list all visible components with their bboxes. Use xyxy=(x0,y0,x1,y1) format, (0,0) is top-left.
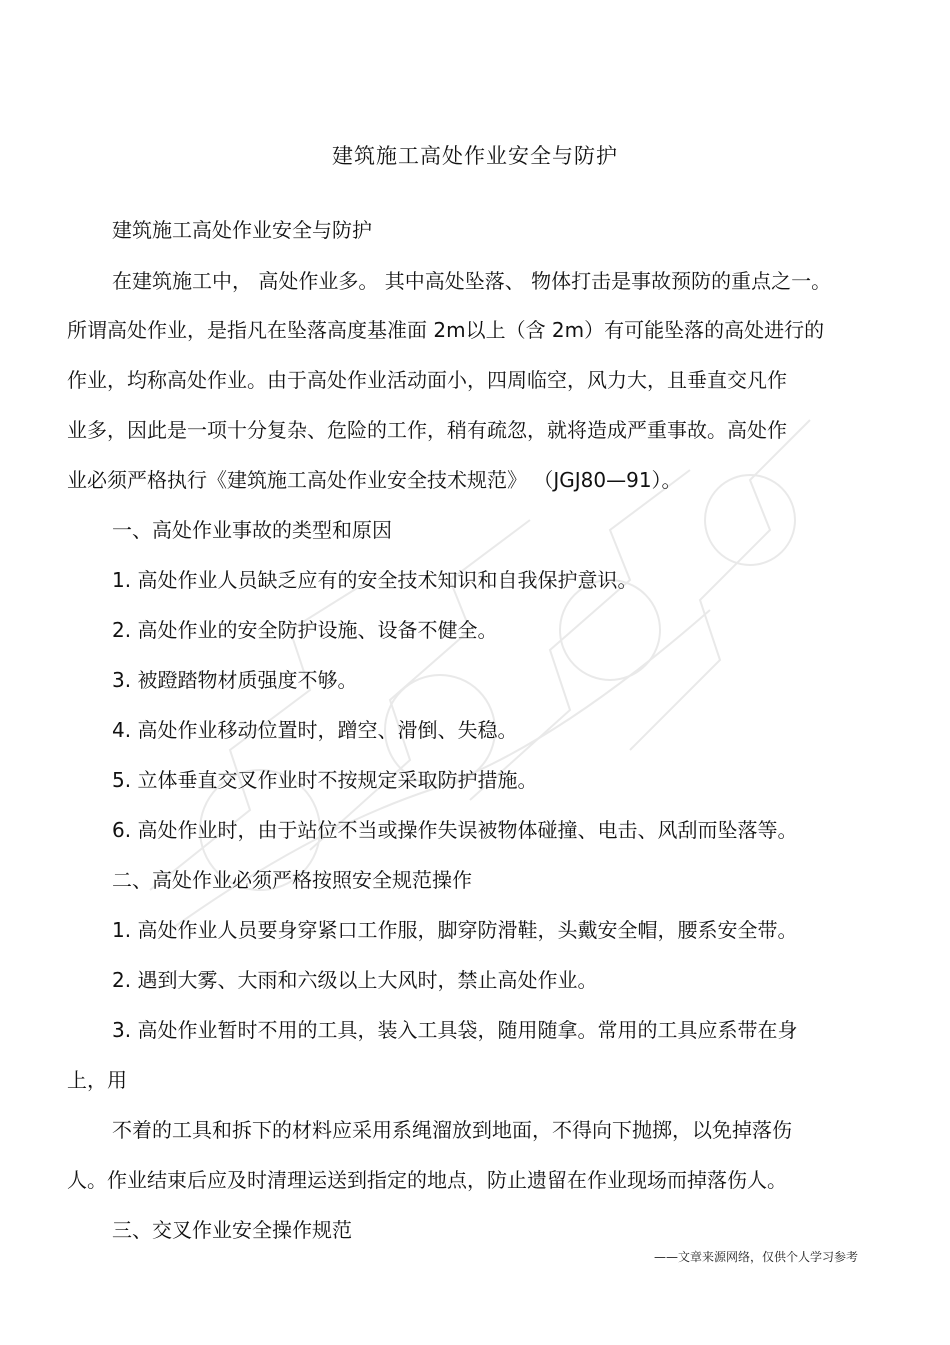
body-line: 人。作业结束后应及时清理运送到指定的地点，防止遗留在作业现场而掉落伤人。 xyxy=(67,1168,787,1192)
list-item: 3. 高处作业暂时不用的工具，装入工具袋，随用随拿。常用的工具应系带在身 xyxy=(112,1018,798,1042)
body-line: 所谓高处作业，是指凡在坠落高度基准面 2m以上（含 2m）有可能坠落的高处进行的 xyxy=(67,318,825,342)
document-title: 建筑施工高处作业安全与防护 xyxy=(332,144,618,168)
body-line: 业多，因此是一项十分复杂、危险的工作，稍有疏忽，就将造成严重事故。高处作 xyxy=(67,418,787,442)
list-item: 1. 高处作业人员缺乏应有的安全技术知识和自我保护意识。 xyxy=(112,568,638,592)
list-item: 2. 遇到大雾、大雨和六级以上大风时，禁止高处作业。 xyxy=(112,968,598,992)
body-line: 业必须严格执行《建筑施工高处作业安全技术规范》 （JGJ80—91）。 xyxy=(67,468,682,492)
section-heading: 二、高处作业必须严格按照安全规范操作 xyxy=(112,868,472,892)
list-item: 4. 高处作业移动位置时，蹭空、滑倒、失稳。 xyxy=(112,718,518,742)
list-item: 2. 高处作业的安全防护设施、设备不健全。 xyxy=(112,618,498,642)
body-line: 建筑施工高处作业安全与防护 xyxy=(112,218,372,242)
section-heading: 三、交叉作业安全操作规范 xyxy=(112,1218,352,1242)
list-item: 5. 立体垂直交叉作业时不按规定采取防护措施。 xyxy=(112,768,538,792)
list-item: 6. 高处作业时，由于站位不当或操作失误被物体碰撞、电击、风刮而坠落等。 xyxy=(112,818,798,842)
body-line: 上，用 xyxy=(67,1068,127,1092)
body-line: 作业，均称高处作业。由于高处作业活动面小，四周临空，风力大，且垂直交凡作 xyxy=(67,368,787,392)
body-line: 不着的工具和拆下的材料应采用系绳溜放到地面，不得向下抛掷，以免掉落伤 xyxy=(112,1118,792,1142)
footer-note: ——文章来源网络，仅供个人学习参考 xyxy=(653,1250,858,1264)
body-line: 在建筑施工中， 高处作业多。 其中高处坠落、 物体打击是事故预防的重点之一。 xyxy=(112,269,832,293)
section-heading: 一、高处作业事故的类型和原因 xyxy=(112,518,392,542)
list-item: 1. 高处作业人员要身穿紧口工作服，脚穿防滑鞋，头戴安全帽，腰系安全带。 xyxy=(112,918,798,942)
list-item: 3. 被蹬踏物材质强度不够。 xyxy=(112,668,358,692)
